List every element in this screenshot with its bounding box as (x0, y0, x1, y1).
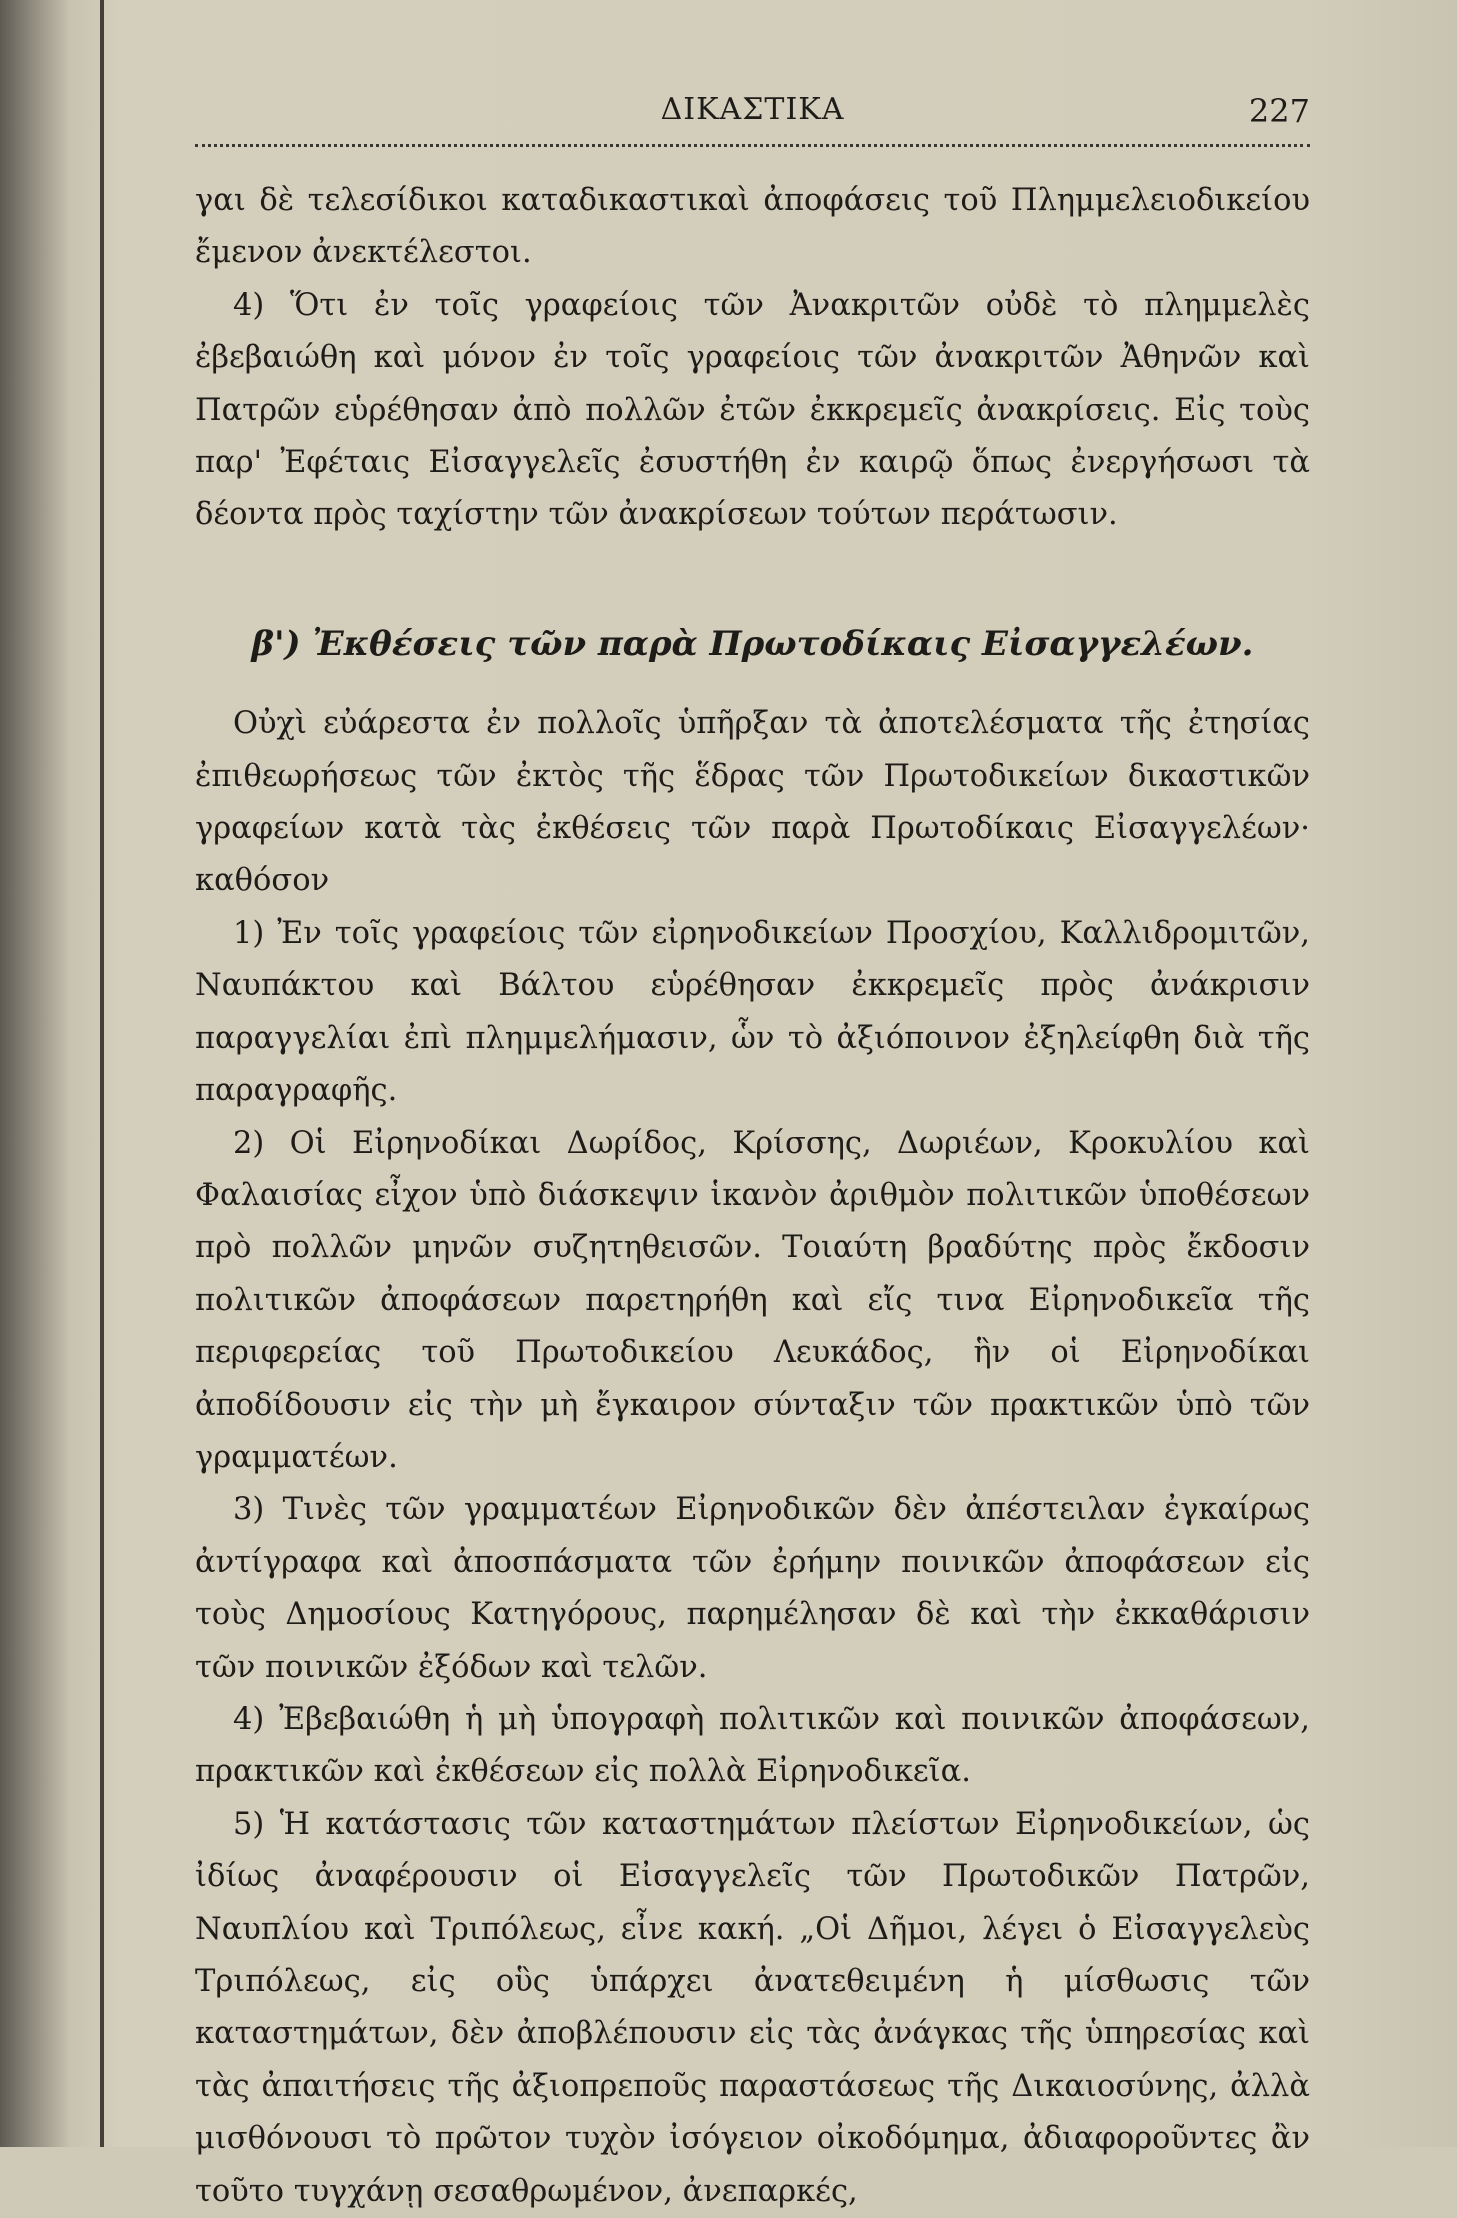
page-number: 227 (1248, 92, 1310, 130)
paragraph-item-4: 4) Ὅτι ἐν τοῖς γραφείοις τῶν Ἀνακριτῶν οὐδὲ τὸ πλημμελὲς ἐβεβαιώθη καὶ μόνον ἐν τοῖς γραφείοις τῶν ἀνακριτῶν Ἀθηνῶν καὶ Πατρῶν εὑρέθησαν ἀπὸ πολλῶν ἐτῶν ἐκκρεμεῖς ἀνακρίσεις. Εἰς τοὺς παρ' Ἐφέταις Εἰσαγγελεῖς ἐσυστήθη ἐν καιρῷ ὅπως ἐνεργήσωσι τὰ δέοντα πρὸς ταχίστην τῶν ἀνακρίσεων τούτων περάτωσιν. (195, 287, 1310, 533)
section-intro-paragraph: Οὐχὶ εὐάρεστα ἐν πολλοῖς ὑπῆρξαν τὰ ἀποτελέσματα τῆς ἐτησίας ἐπιθεωρήσεως τῶν ἐκτὸς τῆς ἕδρας τῶν Πρωτοδικείων δικαστικῶν γραφείων κατὰ τὰς ἐκθέσεις τῶν παρὰ Πρωτοδίκαις Εἰσαγγελέων· καθόσον (195, 706, 1310, 899)
section-item-2: 2) Οἱ Εἰρηνοδίκαι Δωρίδος, Κρίσσης, Δωριέων, Κροκυλίου καὶ Φαλαισίας εἶχον ὑπὸ διάσκεψιν ἱκανὸν ἀριθμὸν πολιτικῶν ὑποθέσεων πρὸ πολλῶν μηνῶν συζητηθεισῶν. Τοιαύτη βραδύτης πρὸς ἔκδοσιν πολιτικῶν ἀποφάσεων παρετηρήθη καὶ εἴς τινα Εἰρηνοδικεῖα τῆς περιφερείας τοῦ Πρωτοδικείου Λευκάδος, ἣν οἱ Εἰρηνοδίκαι ἀποδίδουσιν εἰς τὴν μὴ ἔγκαιρον σύνταξιν τῶν πρακτικῶν ὑπὸ τῶν γραμματέων. (195, 1125, 1310, 1475)
section-item-5: 5) Ἡ κατάστασις τῶν καταστημάτων πλείστων Εἰρηνοδικείων, ὡς ἰδίως ἀναφέρουσιν οἱ Εἰσαγγελεῖς τῶν Πρωτοδικῶν Πατρῶν, Ναυπλίου καὶ Τριπόλεως, εἶνε κακή. „Οἱ Δῆμοι, λέγει ὁ Εἰσαγγελεὺς Τριπόλεως, εἰς οὓς ὑπάρχει ἀνατεθειμένη ἡ μίσθωσις τῶν καταστημάτων, δὲν ἀποβλέπουσιν εἰς τὰς ἀνάγκας τῆς ὑπηρεσίας καὶ τὰς ἀπαιτήσεις τῆς ἀξιοπρεποῦς παραστάσεως τῆς Δικαιοσύνης, ἀλλὰ μισθόνουσι τὸ πρῶτον τυχὸν ἰσόγειον οἰκοδόμημα, ἀδιαφοροῦντες ἂν τοῦτο τυγχάνῃ σεσαθρωμένον, ἀνεπαρκές, (195, 1806, 1310, 2209)
section-item-4: 4) Ἐβεβαιώθη ἡ μὴ ὑπογραφὴ πολιτικῶν καὶ ποινικῶν ἀποφάσεων, πρακτικῶν καὶ ἐκθέσεων εἰς πολλὰ Εἰρηνοδικεῖα. (195, 1701, 1310, 1790)
page-header (195, 92, 1310, 132)
running-title: ΔΙΚΑΣΤΙΚΑ (660, 92, 845, 127)
section-item-3: 3) Τινὲς τῶν γραμματέων Εἰρηνοδικῶν δὲν ἀπέστειλαν ἐγκαίρως ἀντίγραφα καὶ ἀποσπάσματα τῶν ἐρήμην ποινικῶν ἀποφάσεων εἰς τοὺς Δημοσίους Κατηγόρους, παρημέλησαν δὲ καὶ τὴν ἐκκαθάρισιν τῶν ποινικῶν ἐξόδων καὶ τελῶν. (195, 1492, 1310, 1685)
header-rule (195, 144, 1310, 147)
paragraph-continuation: γαι δὲ τελεσίδικοι καταδικαστικαὶ ἀποφάσεις τοῦ Πλημμελειοδικείου ἔμενον ἀνεκτέλεστοι. (195, 183, 1310, 271)
page-body (195, 175, 1310, 2218)
binding-edge (100, 0, 104, 2147)
section-heading: β') Ἐκθέσεις τῶν παρὰ Πρωτοδίκαις Εἰσαγγελέων. (251, 623, 1254, 664)
section-item-1: 1) Ἐν τοῖς γραφείοις τῶν εἰρηνοδικείων Προσχίου, Καλλιδρομιτῶν, Ναυπάκτου καὶ Βάλτου εὑρέθησαν ἐκκρεμεῖς πρὸς ἀνάκρισιν παραγγελίαι ἐπὶ πλημμελήμασιν, ὧν τὸ ἀξιόποινον ἐξηλείφθη διὰ τῆς παραγραφῆς. (195, 915, 1310, 1109)
